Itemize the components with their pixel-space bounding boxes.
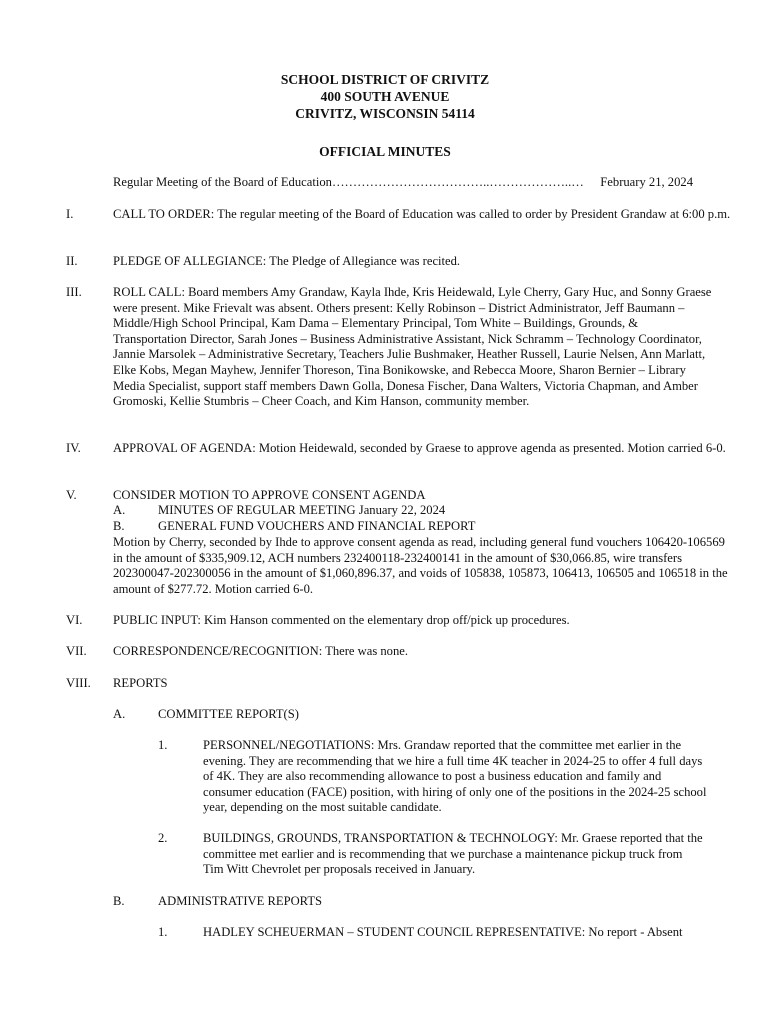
report-letter: B. xyxy=(113,894,125,908)
section-number: VIII. xyxy=(66,676,91,690)
section-number: II. xyxy=(66,254,78,268)
consent-item-minutes: MINUTES OF REGULAR MEETING January 22, 2024 xyxy=(158,503,446,517)
section-number: VI. xyxy=(66,613,83,627)
consent-motion-text: Motion by Cherry, seconded by Ihde to approve consent agenda as read, including general fund vouchers 106420-106569 in the amount of $335,909.12, ACH numbers 232400118-232400141 in the amount of $30,066.85, wire transfers 202300047-202300056 in the amount of $1,060,896.37, and voids of 105838, 105873, 106413, 106505 and 106518 in the amount of $277.72. Motion carried 6-0. xyxy=(113,535,728,596)
report-item-number: 1. xyxy=(158,738,168,752)
administrative-reports-title: ADMINISTRATIVE REPORTS xyxy=(158,894,323,908)
meeting-date: February 21, 2024 xyxy=(600,175,693,189)
report-letter: A. xyxy=(113,707,126,721)
public-input-text: PUBLIC INPUT: Kim Hanson commented on the elementary drop off/pick up procedures. xyxy=(113,613,570,627)
section-number: V. xyxy=(66,488,77,502)
report-item-number: 2. xyxy=(158,831,168,845)
district-city: CRIVITZ, WISCONSIN 54114 xyxy=(295,106,475,121)
section-number: I. xyxy=(66,207,74,221)
document-title: OFFICIAL MINUTES xyxy=(319,144,451,159)
reports-title: REPORTS xyxy=(113,676,168,690)
district-name: SCHOOL DISTRICT OF CRIVITZ xyxy=(280,72,490,87)
meeting-dots: ………………………………..………………..… xyxy=(331,175,584,189)
committee-reports-title: COMMITTEE REPORT(S) xyxy=(158,707,299,721)
consent-item-letter: A. xyxy=(113,503,126,517)
consent-agenda-title: CONSIDER MOTION TO APPROVE CONSENT AGENDA xyxy=(113,488,426,502)
pledge-text: PLEDGE OF ALLEGIANCE: The Pledge of Allegiance was recited. xyxy=(113,254,461,268)
report-item-number: 1. xyxy=(158,925,168,939)
consent-item-vouchers: GENERAL FUND VOUCHERS AND FINANCIAL REPORT xyxy=(158,519,476,533)
personnel-report-text: PERSONNEL/NEGOTIATIONS: Mrs. Grandaw reported that the committee met earlier in the evening. They are recommending that we hire a full time 4K teacher in 2024-25 to offer 4 full days of 4K. They are also recommending allowance to post a business education and family and consumer education (FACE) position, with hiring of only one of the positions in the 2024-25 school year, depending on the most suitable candidate. xyxy=(203,738,707,815)
correspondence-text: CORRESPONDENCE/RECOGNITION: There was none. xyxy=(113,644,408,658)
district-street: 400 SOUTH AVENUE xyxy=(320,89,450,104)
consent-item-letter: B. xyxy=(113,519,125,533)
call-to-order-text: CALL TO ORDER: The regular meeting of the Board of Education was called to order by President Grandaw at 6:00 p.m. xyxy=(113,207,731,221)
section-number: III. xyxy=(66,285,82,299)
meeting-line xyxy=(113,175,693,191)
section-number: IV. xyxy=(66,441,81,455)
buildings-report-text: BUILDINGS, GROUNDS, TRANSPORTATION & TECHNOLOGY: Mr. Graese reported that the committee met earlier and is recommending that we purchase a maintenance pickup truck from Tim Witt Chevrolet per proposals received in January. xyxy=(203,831,703,877)
roll-call-text: ROLL CALL: Board members Amy Grandaw, Kayla Ihde, Kris Heidewald, Lyle Cherry, Gary Huc, and Sonny Graese were present. Mike Frievalt was absent. Others present: Kelly Robinson – District Administrator, Jeff Baumann – Middle/High School Principal, Kam Dama – Elementary Principal, Tom White – Buildings, Grounds, & Transportation Director, Sarah Jones – Business Administrative Assistant, Nick Schramm – Technology Coordinator, Jannie Marsolek – Administrative Secretary, Teachers Julie Bushmaker, Heather Russell, Laurie Nelsen, Ann Marlatt, Elke Kobs, Megan Mayhew, Jennifer Thoreson, Tina Bonikowske, and Rebecca Moore, Sharon Bernier – Library Media Specialist, support staff members Dawn Golla, Donesa Fischer, Dana Walters, Victoria Chapman, and Amber Gromoski, Kellie Stumbris – Cheer Coach, and Kim Hanson, community member. xyxy=(113,285,712,409)
student-council-report-text: HADLEY SCHEUERMAN – STUDENT COUNCIL REPRESENTATIVE: No report - Absent xyxy=(203,925,683,939)
approval-agenda-text: APPROVAL OF AGENDA: Motion Heidewald, seconded by Graese to approve agenda as presented. Motion carried 6-0. xyxy=(113,441,726,455)
section-number: VII. xyxy=(66,644,87,658)
meeting-label: Regular Meeting of the Board of Education xyxy=(113,175,332,189)
